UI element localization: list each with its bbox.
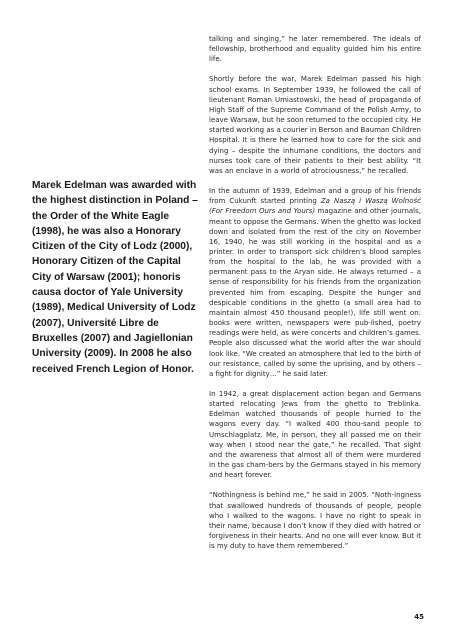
paragraph-3 (209, 186, 421, 379)
paragraph-1: talking and singing,” he later remembered. The ideals of fellowship, brotherhood and equality guided him his entire life. (209, 35, 421, 64)
sidebar-pull-quote: Marek Edelman was awarded with the highest distinction in Poland – the Order of the White Eagle (1998), he was also a Honorary Citizen of the City of Lodz (2000), Honorary Citizen of the Capital City of Warsaw (2001); honoris causa doctor of Yale University (1989), Medical University of Lodz (2007), Université Libre de Bruxelles (2007) and Jagiellonian University (2009). In 2008 he also received French Legion of Honor. (32, 180, 198, 375)
paragraph-3-start: In the autumn of 1939, Edelman and a group of his friends from Cukunft started printing (209, 187, 421, 206)
page-number: 45 (414, 613, 424, 621)
magazine-title: Za Naszą i Waszą Wolność (For Freedom Ours and Yours) (209, 197, 422, 216)
body-text-column (209, 34, 421, 561)
paragraph-3-end: magazine and other journals, meant to oppose the Germans. When the ghetto was locked down and isolated from the rest of the city on November 16, 1940, he was still working in the hospital and as a printer. In order to transport sick children’s blood samples from the hospital to the lab, he was provided with a permanent pass to the Aryan side. He always returned – a sense of responsibility for his friends from the organization prevented him from escaping. Despite the hunger and despicable conditions in the ghetto (a small area had to maintain almost 450 thousand people!), life still went on: books were written, newspapers were pub-lished, poetry readings were held, as were concerts and children’s games. People also discussed what the world after the war should look like. “We created an atmosphere that led to the birth of our resistance, called by some the uprising, and by others – a fight for dignity…” he said later. (209, 207, 421, 378)
paragraph-2: Shortly before the war, Marek Edelman passed his high school exams. In September 1939, he followed the call of lieutenant Roman Umiastowski, the head of propaganda of High Staff of the Supreme Command of the Polish Army, to leave Warsaw, but he soon returned to the occupied city. He started working as a courier in Berson and Bauman Children Hospital. It is there he learned how to care for the sick and dying – despite the inhumane conditions, the doctors and nurses took care of their patients to their best ability. “It was an enclave in a world of atrociousness,” he recalled. (209, 75, 421, 175)
paragraph-4: In 1942, a great displacement action began and Germans started relocating Jews from the ghetto to Treblinka. Edelman watched thousands of people hurried to the wagons every day. “I walked 400 thou-sand people to Umschlagplatz. Me, in person, they all passed me on their way when I stood near the gate,” he recalled. That sight and the awareness that almost all of them were murdered in the gas cham-bers by the Germans stayed in his memory and heart forever. (209, 390, 421, 480)
paragraph-5: “Nothingness is behind me,” he said in 2005. “Noth-ingness that swallowed hundreds of thousands of people, people who I walked to the wagons. I have no right to speak in their name, because I don’t know if they died with hatred or forgiveness in their hearts. And no one will ever know. But it is my duty to have them remembered.” (209, 491, 421, 551)
